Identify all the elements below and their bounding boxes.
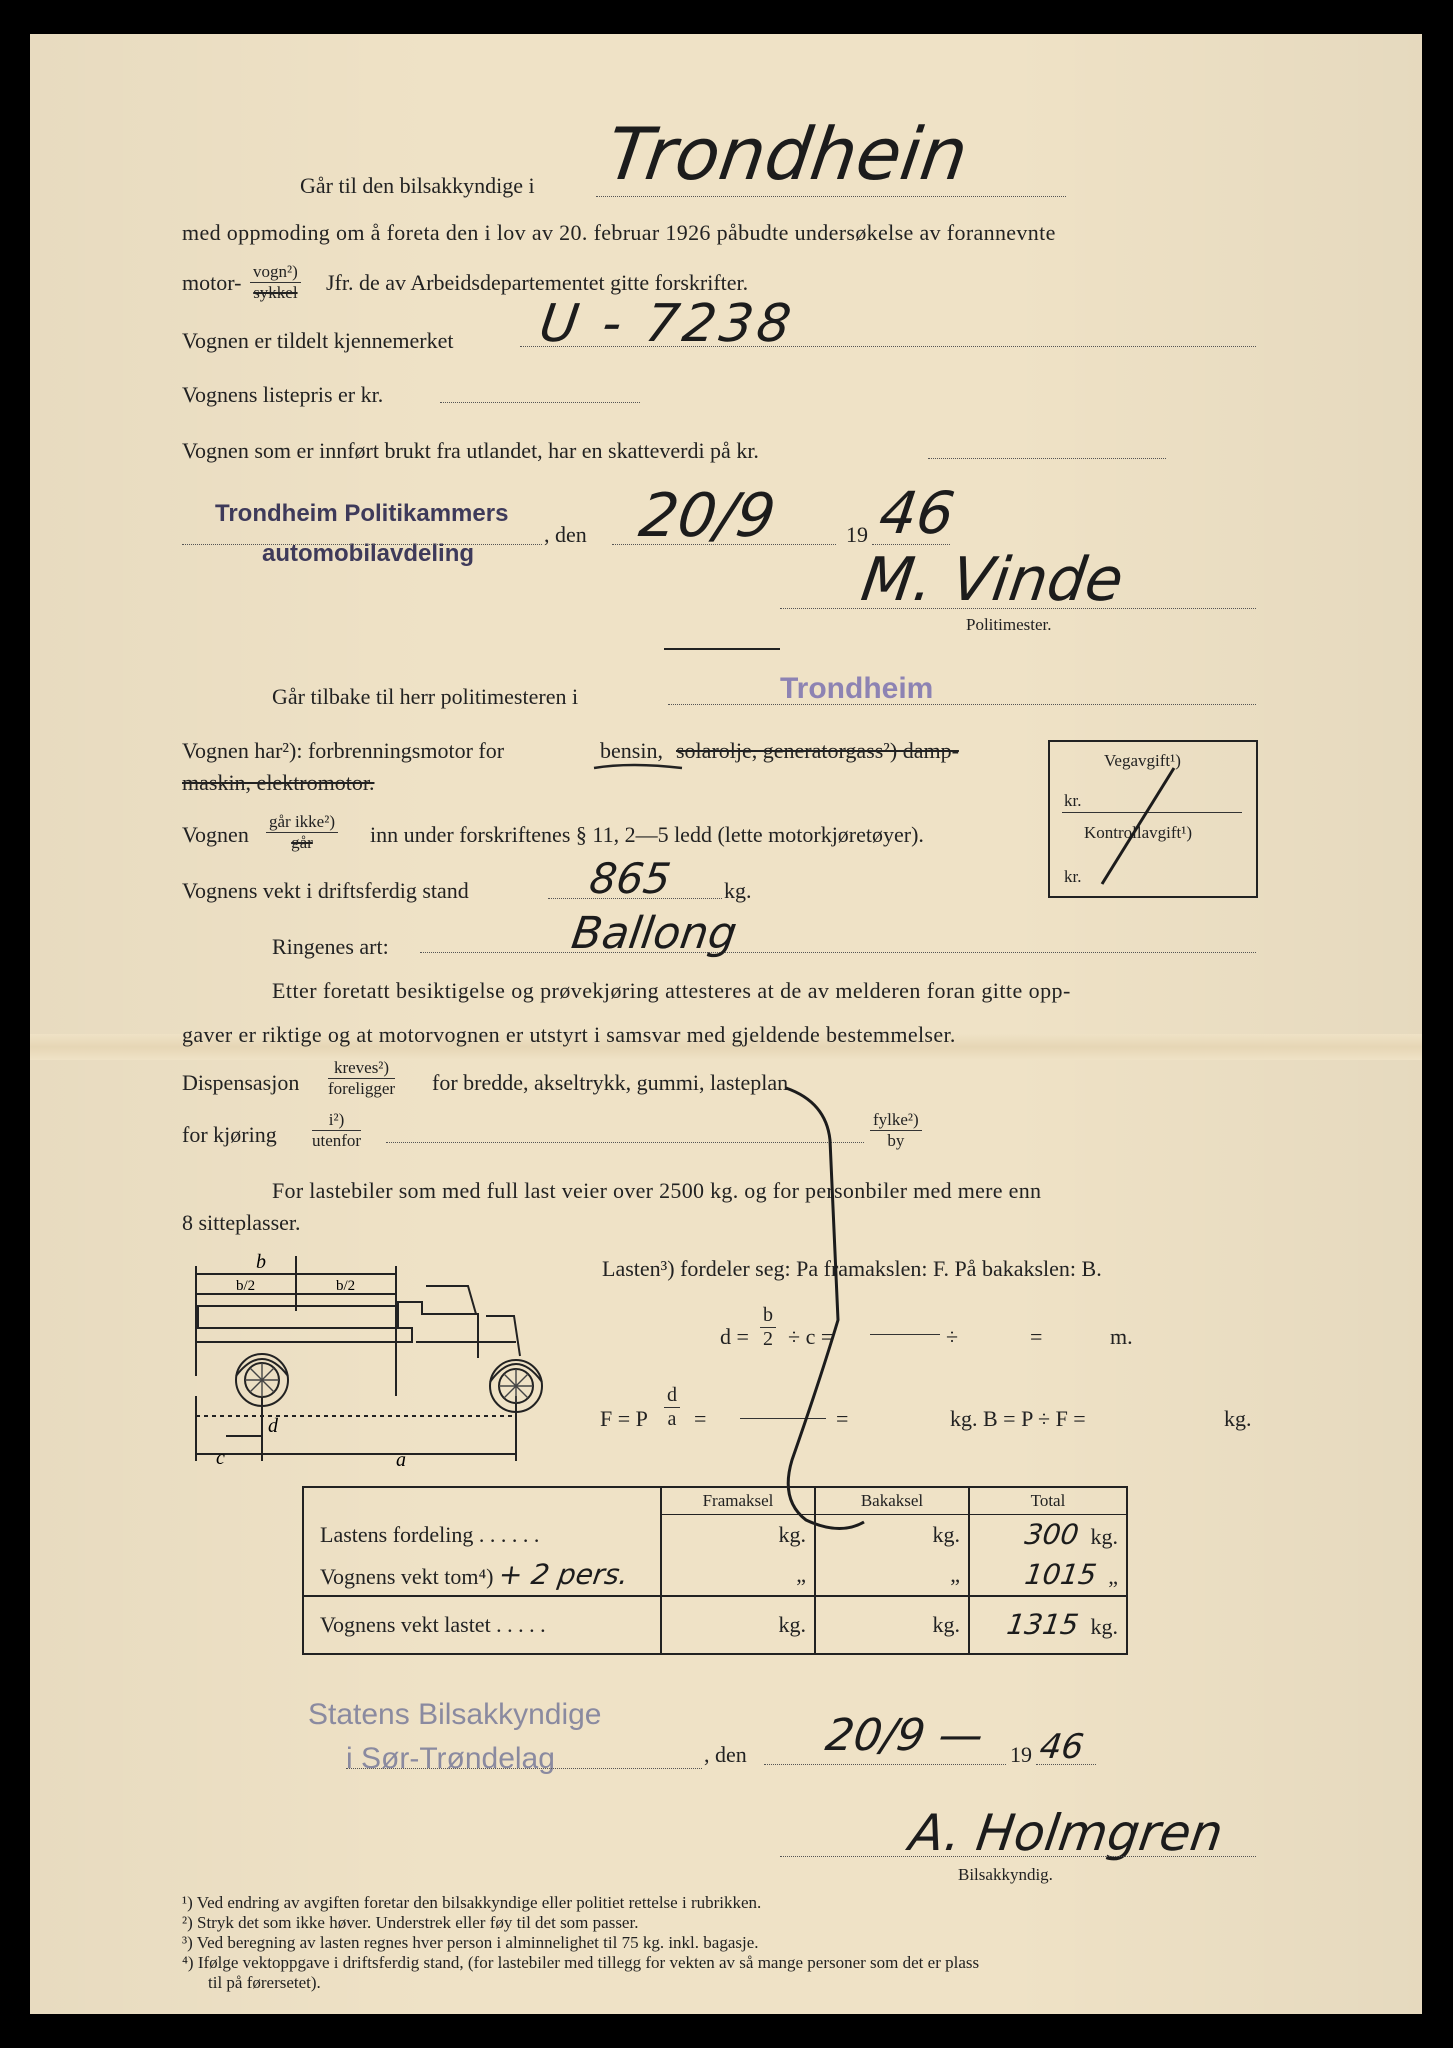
formula-minus-c: ÷ c = xyxy=(788,1324,834,1349)
ringer-label: Ringenes art: xyxy=(272,934,389,959)
police-stamp-line1: Trondheim Politikammers xyxy=(215,500,509,527)
lasten-text: Lasten³) fordeler seg: Pa framakslen: F. På bakakslen: B. xyxy=(602,1256,1102,1281)
row2-note: + 2 pers. xyxy=(496,1557,631,1591)
frac-d: d xyxy=(664,1384,680,1408)
return-line xyxy=(668,704,1256,705)
lette-prefix: Vognen xyxy=(182,822,249,847)
row1-total-value: 300 xyxy=(1022,1517,1081,1551)
request-text: med oppmoding om å foreta den i lov av 20. februar 1926 påbudte undersøkelse av forannevnte xyxy=(182,220,1056,245)
row2-framaksel xyxy=(661,1555,815,1596)
ringer-line xyxy=(420,952,1256,953)
gaar-ikke-option: går ikke²) xyxy=(266,812,338,833)
lette-suffix: inn under forskriftenes § 11, 2—5 ledd (lette motorkjøretøyer). xyxy=(370,822,924,847)
destination-label: Går til den bilsakkyndige i xyxy=(300,173,535,198)
row1-label: Lastens fordeling . . . . . . xyxy=(303,1515,661,1556)
table-row xyxy=(303,1515,1127,1556)
police-date-handwriting: 20/9 xyxy=(635,481,780,551)
fylke-option: fylke²) xyxy=(870,1110,922,1131)
kreves-option: kreves²) xyxy=(328,1058,395,1079)
header-empty xyxy=(303,1487,661,1515)
formula-d-eq: d = xyxy=(720,1324,749,1349)
engine-label: Vognen har²): forbrenningsmotor for xyxy=(182,738,505,763)
gaar-fraction xyxy=(266,812,338,852)
formula-kg-b: kg. B = P ÷ F = xyxy=(950,1406,1086,1431)
header-bakaksel: Bakaksel xyxy=(815,1487,969,1515)
bensin-underline xyxy=(590,758,690,774)
politimester-title: Politimester. xyxy=(966,615,1052,634)
footnote-1: ¹) Ved endring av avgiften foretar den bilsakkyndige eller politiet rettelse i rubrikken. xyxy=(182,1893,762,1912)
foreligger-option: foreligger xyxy=(328,1078,396,1098)
by-option: by xyxy=(887,1130,905,1150)
police-den-label: , den xyxy=(544,522,587,547)
destination-handwriting: Trondhein xyxy=(602,112,973,196)
stamp-line xyxy=(182,544,542,545)
bilsakkyndig-title: Bilsakkyndig. xyxy=(958,1865,1053,1884)
formula-kg: kg. xyxy=(1224,1406,1252,1431)
ringer-handwriting: Ballong xyxy=(568,908,740,959)
engine-struck-options: solarolje, generatorgass²) damp- xyxy=(676,738,959,763)
vekt-label: Vognens vekt i driftsferdig stand xyxy=(182,878,469,903)
lastebiler-line1: For lastebiler som med full last veier over 2500 kg. og for personbiler med mere enn xyxy=(272,1178,1042,1203)
motor-prefix: motor- xyxy=(182,270,242,295)
bilsakkyndig-stamp-line1: Statens Bilsakkyndige xyxy=(308,1698,602,1731)
skatteverdi-label: Vognen som er innført brukt fra utlandet, har en skatteverdi på kr. xyxy=(182,438,759,463)
engine-bensin: bensin, xyxy=(600,738,663,763)
row3-framaksel-kg: kg. xyxy=(778,1612,806,1637)
diagram-label-b2-right: b/2 xyxy=(336,1278,356,1294)
bottom-date-handwriting: 20/9 — xyxy=(822,1710,987,1761)
bottom-den-label: , den xyxy=(704,1742,747,1767)
diagram-label-d: d xyxy=(268,1415,278,1437)
table-row xyxy=(303,1555,1127,1596)
formula-eq2: = xyxy=(694,1406,707,1431)
row1-bakaksel-kg: kg. xyxy=(932,1522,960,1547)
kjennemerke-label: Vognen er tildelt kjennemerket xyxy=(182,328,454,353)
bottom-stamp-line xyxy=(346,1768,702,1769)
formula-div: ÷ xyxy=(946,1324,959,1349)
table-row xyxy=(303,1596,1127,1654)
row3-bakaksel xyxy=(815,1596,969,1654)
frac-a: a xyxy=(667,1408,677,1430)
kjennemerke-handwriting: U - 7238 xyxy=(535,294,799,354)
lastebiler-line2: 8 sitteplasser. xyxy=(182,1210,301,1235)
row2-total-ditto: „ xyxy=(1108,1563,1118,1589)
utenfor-fraction xyxy=(312,1110,361,1150)
kreves-fraction xyxy=(328,1058,395,1098)
bottom-year-handwriting: 46 xyxy=(1037,1727,1087,1767)
row2-label-text: Vognens vekt tom⁴) xyxy=(320,1563,494,1589)
police-stamp-line2: automobilavdeling xyxy=(262,540,475,567)
diagram-label-c: c xyxy=(216,1447,225,1469)
vegavgift-kr: kr. xyxy=(1064,791,1082,810)
vegavgift-title: Vegavgift¹) xyxy=(1104,751,1181,770)
weight-distribution-table xyxy=(302,1486,1128,1655)
formula-blank-1 xyxy=(870,1334,940,1335)
police-year-handwriting: 46 xyxy=(875,479,959,547)
table-header-row xyxy=(303,1487,1127,1515)
formula-m: m. xyxy=(1110,1324,1133,1349)
diagram-label-b2-left: b/2 xyxy=(236,1278,256,1294)
b-over-2 xyxy=(760,1304,776,1351)
header-framaksel: Framaksel xyxy=(661,1487,815,1515)
bottom-signature-line xyxy=(780,1856,1256,1857)
truck-diagram xyxy=(186,1246,566,1476)
gaar-option: går xyxy=(291,832,313,852)
dispensasjon-suffix: for bredde, akseltrykk, gummi, lasteplan xyxy=(432,1070,789,1095)
formula-f-eq: F = P xyxy=(600,1406,648,1431)
footnote-3: ³) Ved beregning av lasten regnes hver person i alminnelighet til 75 kg. inkl. bagasje. xyxy=(182,1933,759,1952)
row1-framaksel xyxy=(661,1515,815,1556)
row3-bakaksel-kg: kg. xyxy=(932,1612,960,1637)
row2-label xyxy=(303,1555,661,1596)
sykkel-option: sykkel xyxy=(253,282,298,302)
footnote-4: ⁴) Ifølge vektoppgave i driftsferdig stand, (for lastebiler med tillegg for vekten av så mange personer som det er plass xyxy=(182,1953,980,1972)
frac-2: 2 xyxy=(763,1328,773,1350)
row1-framaksel-kg: kg. xyxy=(778,1522,806,1547)
box-slash-mark xyxy=(1090,760,1190,890)
diagram-label-a: a xyxy=(396,1449,406,1471)
formula-eq3: = xyxy=(836,1406,849,1431)
bottom-year-prefix: 19 xyxy=(1010,1742,1032,1767)
row3-total xyxy=(969,1596,1127,1654)
row3-total-value: 1315 xyxy=(1004,1607,1081,1641)
bottom-date-line xyxy=(764,1764,1006,1765)
listepris-label: Vognens listepris er kr. xyxy=(182,382,384,407)
footnote-2: ²) Stryk det som ikke høver. Understrek eller føy til det som passer. xyxy=(182,1913,639,1932)
row2-total-value: 1015 xyxy=(1022,1557,1099,1591)
row3-total-kg: kg. xyxy=(1090,1613,1118,1639)
header-total: Total xyxy=(969,1487,1127,1515)
row1-bakaksel xyxy=(815,1515,969,1556)
vekt-unit: kg. xyxy=(724,878,752,903)
listepris-line xyxy=(440,402,640,403)
row1-total-kg: kg. xyxy=(1090,1523,1118,1549)
skatteverdi-line xyxy=(928,458,1166,459)
footnote-4-cont: til på førersetet). xyxy=(208,1973,321,1992)
row3-framaksel xyxy=(661,1596,815,1654)
police-signature-line xyxy=(780,608,1256,609)
frac-b: b xyxy=(760,1304,776,1328)
vogn-option: vogn²) xyxy=(250,262,301,283)
destination-line xyxy=(596,196,1066,197)
police-year-prefix: 19 xyxy=(846,522,868,547)
row3-label: Vognens vekt lastet . . . . . xyxy=(303,1596,661,1654)
attest-line2: gaver er riktige og at motorvognen er utstyrt i samsvar med gjeldende bestemmelser. xyxy=(182,1022,956,1047)
row1-total xyxy=(969,1515,1127,1556)
vekt-handwriting: 865 xyxy=(586,854,674,903)
vogn-sykkel-fraction xyxy=(250,262,301,302)
attest-line1: Etter foretatt besiktigelse og prøvekjøring attesteres at de av melderen foran gitte opp- xyxy=(272,978,1071,1003)
return-label: Går tilbake til herr politimesteren i xyxy=(272,684,579,709)
dispensasjon-label: Dispensasjon xyxy=(182,1070,300,1095)
d-over-a xyxy=(664,1384,680,1431)
row2-framaksel-ditto: „ xyxy=(796,1562,806,1587)
i-option: i²) xyxy=(312,1110,361,1131)
row2-bakaksel xyxy=(815,1555,969,1596)
bilsakkyndig-signature: A. Holmgren xyxy=(905,1804,1227,1862)
row2-bakaksel-ditto: „ xyxy=(950,1562,960,1587)
kontrollavgift-kr: kr. xyxy=(1064,867,1082,886)
engine-struck-line2: maskin, elektromotor. xyxy=(182,770,375,795)
row2-total xyxy=(969,1555,1127,1596)
forskrifter-text: Jfr. de av Arbeidsdepartementet gitte forskrifter. xyxy=(326,270,749,295)
diagram-label-b: b xyxy=(256,1251,266,1273)
kjoring-label: for kjøring xyxy=(182,1122,277,1147)
police-signature: M. Vinde xyxy=(857,545,1128,615)
utenfor-option: utenfor xyxy=(312,1130,362,1150)
section-divider xyxy=(664,648,780,650)
bilsakkyndig-stamp-line2: i Sør-Trøndelag xyxy=(346,1742,555,1775)
formula-eq: = xyxy=(1030,1324,1043,1349)
handwritten-bracket-line xyxy=(780,1080,880,1540)
trondheim-stamp: Trondheim xyxy=(780,672,934,705)
kontrollavgift-title: Kontrollavgift¹) xyxy=(1084,823,1193,842)
